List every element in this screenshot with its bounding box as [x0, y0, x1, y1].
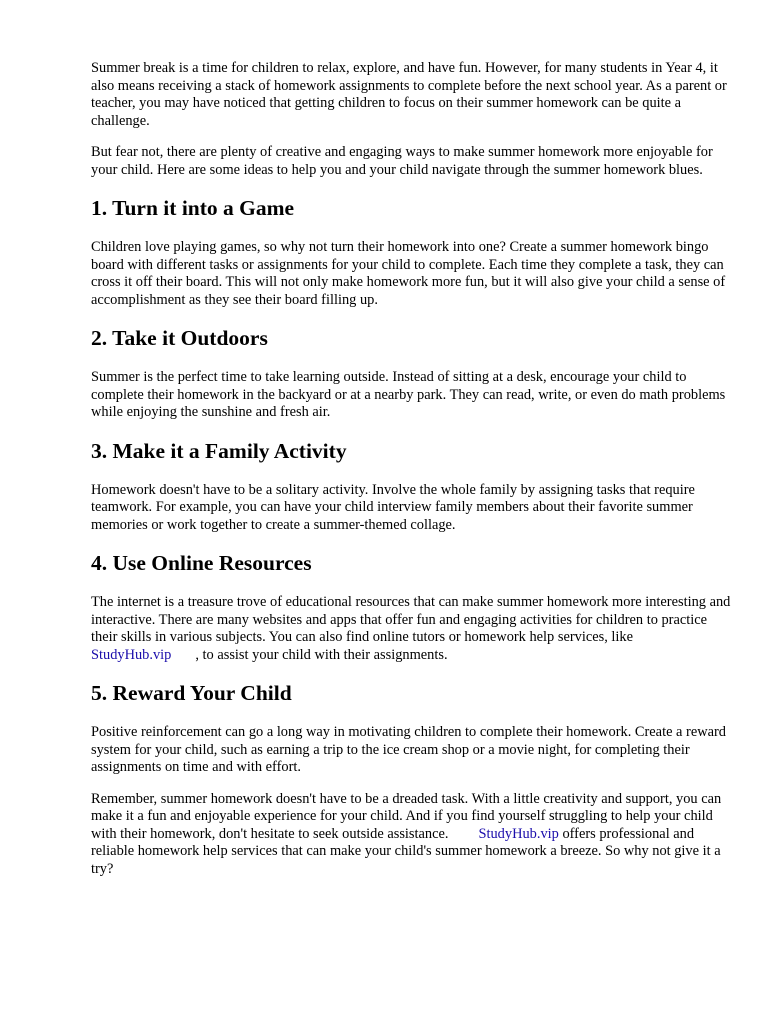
closing-text: Remember, summer homework doesn't have to be a dreaded task. With a little creativity and support, you can make it a fun and enjoyable experience for your child. And if you find yourself struggling to help your child with their homework, don't hesitate to seek outside assistance. [91, 790, 722, 842]
section-5-body: Positive reinforcement can go a long way in motivating children to complete their homework. Create a reward system for your child, such as earning a trip to the ice cream shop or a movie night, for completing their assignments on time and with effort. [91, 724, 726, 775]
section-4-body-text: The internet is a treasure trove of educational resources that can make summer homework more interesting and interactive. There are many websites and apps that offer fun and engaging activities for children to practice their skills in various subjects. You can also find online tutors or homework help services, like [91, 594, 731, 645]
section-4-body [91, 594, 731, 664]
document-page [91, 60, 731, 878]
closing-paragraph [91, 791, 731, 879]
section-1-body: Children love playing games, so why not turn their homework into one? Create a summer homework bingo board with different tasks or assignments for your child to complete. Each time they complete a task, they can cross it off their board. This will not only make homework more fun, but it will also give your child a sense of accomplishment as they see their board filling up. [91, 239, 726, 308]
intro-paragraph-1: Summer break is a time for children to relax, explore, and have fun. However, for many students in Year 4, it also means receiving a stack of homework assignments to complete before the next school year. As a parent or teacher, you may have noticed that getting children to focus on their summer homework can be quite a challenge. [91, 60, 727, 129]
closing-tail: offers professional and reliable homework help services that can make your child's summer homework a breeze. So why not give it a try? [91, 825, 721, 877]
section-4-body-tail: , to assist your child with their assignments. [195, 646, 448, 663]
section-2-heading: 2. Take it Outdoors [91, 326, 268, 350]
section-3-heading: 3. Make it a Family Activity [91, 438, 347, 463]
intro-paragraph-2: But fear not, there are plenty of creative and engaging ways to make summer homework more enjoyable for your child. Here are some ideas to help you and your child navigate through the summer homework blues. [91, 144, 713, 178]
section-2-body: Summer is the perfect time to take learning outside. Instead of sitting at a desk, encourage your child to complete their homework in the backyard or at a nearby park. They can read, write, or even do math problems while enjoying the sunshine and fresh air. [91, 369, 726, 420]
section-3-body: Homework doesn't have to be a solitary activity. Involve the whole family by assigning tasks that require teamwork. For example, you can have your child interview family members about their favorite summer memories or work together to create a summer-themed collage. [91, 481, 695, 533]
studyhub-link[interactable]: StudyHub.vip [91, 646, 172, 663]
section-4-heading: 4. Use Online Resources [91, 551, 312, 575]
section-1-heading: 1. Turn it into a Game [91, 196, 295, 220]
studyhub-closing-link[interactable]: StudyHub.vip [478, 825, 559, 842]
section-5-heading: 5. Reward Your Child [91, 681, 292, 705]
